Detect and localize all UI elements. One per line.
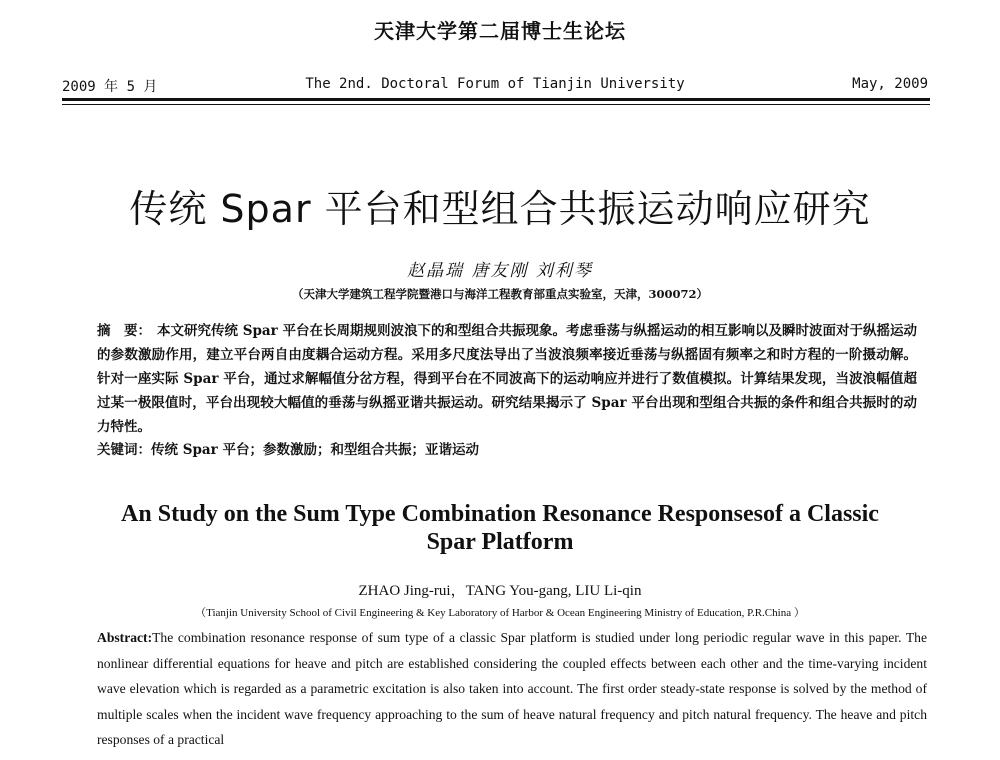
keywords-cn: [97, 440, 917, 460]
affiliation-en: （Tianjin University School of Civil Engineering & Key Laboratory of Harbor & Ocean Engineering Ministry of Education, P.R.China ）: [195, 607, 805, 619]
abstract-text-en: The combination resonance response of sum type of a classic Spar platform is studied under long periodic regular wave in this paper. The nonlinear differential equations for heave and pitch are established considering the coupled effects between each other and the time-varying incident wave elevation which is regarded as a parametric excitation is also taken into account. The first order steady-state response is solved by the method of multiple scales when the incident wave frequency approaching to the sum of heave natural frequency and pitch natural frequency. The heave and pitch responses of a practical: [97, 630, 927, 747]
header-date-cn: 2009 年 5 月: [62, 79, 158, 95]
journal-title-cn: 天津大学第二届博士生论坛: [374, 19, 626, 43]
running-header: [0, 18, 1000, 44]
abstract-label-cn: 摘 要：: [97, 323, 152, 339]
paper-title-en-line2: Spar Platform: [426, 529, 574, 555]
authors-en: ZHAO Jing-rui，TANG You-gang, LIU Li-qin: [358, 583, 642, 599]
journal-title-en: The 2nd. Doctoral Forum of Tianjin University: [305, 76, 685, 92]
paper-title-cn: 传统 Spar 平台和型组合共振运动响应研究: [129, 187, 871, 231]
abstract-text-cn: 本文研究传统 Spar 平台在长周期规则波浪下的和型组合共振现象。考虑垂荡与纵摇运动的相互影响以及瞬时波面对于纵摇运动的参数激励作用，建立平台两自由度耦合运动方程。采用多尺度法导出了当波浪频率接近垂荡与纵摇固有频率之和时方程的一阶摄动解。针对一座实际 Spar 平台，通过求解幅值分岔方程，得到平台在不同波高下的运动响应并进行了数值模拟。计算结果发现，当波浪幅值超过某一极限值时，平台出现较大幅值的垂荡与纵摇亚谐共振运动。研究结果揭示了 Spar 平台出现和型组合共振的条件和组合共振时的动力特性。: [97, 323, 918, 435]
header-rule-thick: [62, 98, 930, 101]
header-row: [62, 76, 928, 96]
authors-cn: 赵晶瑞 唐友刚 刘利琴: [407, 261, 593, 281]
abstract-cn: [97, 319, 917, 439]
paper-title-en-line1: An Study on the Sum Type Combination Resonance Responsesof a Classic: [121, 501, 879, 527]
abstract-en: [97, 625, 927, 753]
paper-title-en: [0, 500, 1000, 556]
header-date-en: May, 2009: [852, 76, 928, 92]
affiliation-cn: （天津大学建筑工程学院暨港口与海洋工程教育部重点实验室，天津，300072）: [291, 287, 708, 301]
abstract-label-en: Abstract:: [97, 630, 153, 645]
keywords-label-cn: 关键词：: [97, 442, 151, 458]
keywords-text-cn: 传统 Spar 平台；参数激励；和型组合共振；亚谐运动: [151, 442, 479, 458]
header-rule-thin: [62, 104, 930, 105]
